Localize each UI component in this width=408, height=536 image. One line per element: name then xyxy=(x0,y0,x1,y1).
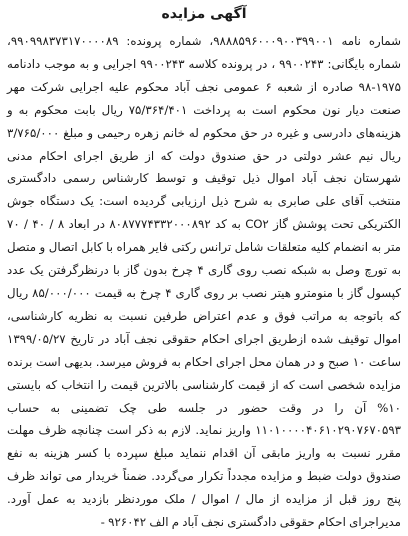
notice-title: آگهی مزایده xyxy=(161,6,247,22)
notice-body-text: شماره نامه ۹۸۸۸۵۹۶۰۰۰۹۰۰۳۹۹۰۰۱، شماره پرونده: ۹۹۰۹۹۸۳۷۳۱۷۰۰۰۰۸۹، شماره بایگانی: ۹۹۰۰۲۴۳ ، در پرونده کلاسه ۹۹۰۰۲۴۳ اجرایی و به موجب دادنامه ۱۹۷۵-۹۸ صادره از شعبه ۶ عمومی نجف آباد محکوم علیه اجرایی شرکت مهر صنعت دیار نون محکوم است به پرداخت ۷۵/۳۶۴/۴۰۱ ریال بابت محکوم به و هزینه‌های دادرسی و غیره در حق محکوم له خانم زهره رحیمی و مبلغ ۳/۷۶۵/۰۰۰ ریال نیم عشر دولتی در حق صندوق دولت که از طریق اجرای احکام مدنی شهرستان نجف آباد اموال ذیل توقیف و توسط کارشناس رسمی دادگستری منتخب آقای علی صابری به شرح ذیل ارزیابی گردیده است: یک دستگاه جوش الکتریکی تحت پوشش گاز CO۲ به کد ۸۰۸۷۷۷۴۳۳۲۰۰۰۸۹۲ در ابعاد ۸ / ۴۰ / ۷۰ متر به انضمام کلیه متعلقات شامل ترانس رکتی فایر همراه با کابل اتصال و متصل به تورچ وصل به شبکه نصب روی گاری ۴ چرخ بدون گاز با درنظرگرفتن یک عدد کپسول گاز با منومترو هیتر نصب بر روی گاری ۴ چرخ به قیمت ۸۵/۰۰۰/۰۰۰ ریال که باتوجه به مراتب فوق و عدم اعتراض طرفین نسبت به نظریه کارشناسی، اموال توقیف شده ازطریق اجرای احکام حقوقی نجف آباد در تاریخ ۱۳۹۹/۰۵/۲۷ ساعت ۱۰ صبح و در همان محل اجرای احکام به فروش میرسد. بدیهی است برنده مزایده شخصی است که از قیمت کارشناسی بالاترین قیمت را انتخاب که بایستی ۱۰% آن را در وقت حضور در جلسه طی چک تضمینی به حساب ۱۱۰۱۰۰۰۰۴۰۶۱۰۲۹۰۷۶۷۰۵۹۳ واریز نماید. لازم به ذکر است چنانچه ظرف مهلت مقرر نسبت به واریز مابقی آن اقدام ننماید مبلغ سپرده با کسر هزینه به نفع صندوق دولت ضبط و مزایده مجدداً تکرار می‌گردد. ضمناً خریدار می تواند ظرف پنج روز قبل از مزایده از مال / اموال / ملک موردنظر بازدید به عمل آورد. مدیراجرای احکام حقوقی دادگستری نجف آباد م الف ۹۲۶۰۴۲ - xyxy=(7,34,402,530)
